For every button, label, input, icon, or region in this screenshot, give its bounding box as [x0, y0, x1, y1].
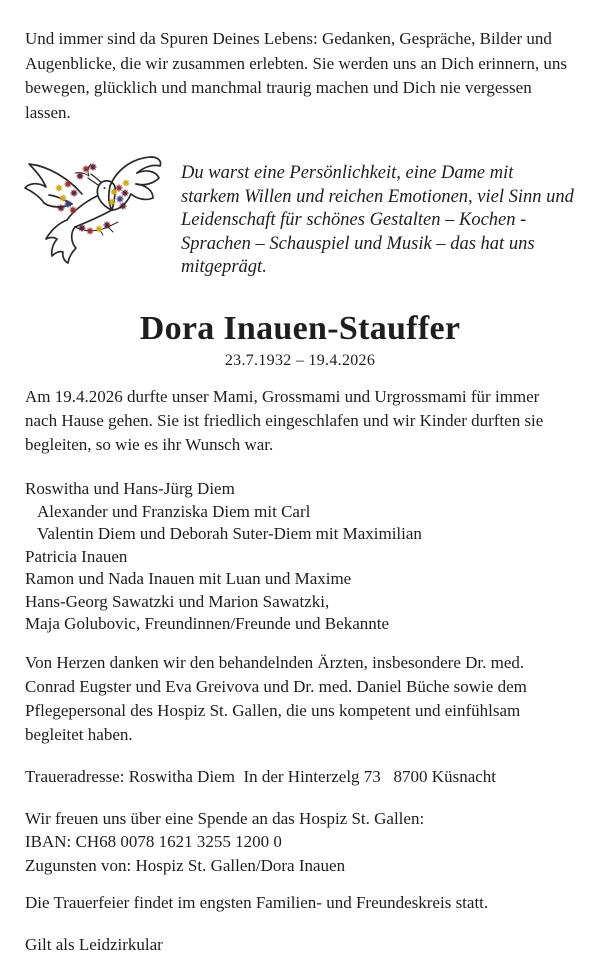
- family-member-line: Valentin Diem und Deborah Suter-Diem mit Maximilian: [37, 524, 422, 544]
- intro-paragraph: Und immer sind da Spuren Deines Lebens: Gedanken, Gespräche, Bilder und Augenblicke, die wir zusammen erlebten. Sie werden uns an Dich erinnern, uns bewegen, glücklich und manchmal traurig machen und Dich nie vergessen lassen.: [25, 29, 567, 122]
- donation-iban-line: IBAN: CH68 0078 1621 3255 1200 0: [25, 832, 282, 852]
- announcement-paragraph: Am 19.4.2026 durfte unser Mami, Grossmami und Urgrossmami für immer nach Hause gehen. Sie ist friedlich eingeschlafen und wir Kinder durften sie begleiten, so wie es ihr Wunsch war.: [25, 387, 544, 455]
- family-member-line: Alexander und Franziska Diem mit Carl: [37, 501, 311, 521]
- dove-flowers-icon: [25, 155, 167, 263]
- funeral-note-line: Die Trauerfeier findet im engsten Familien- und Freundeskreis statt.: [25, 893, 489, 913]
- mourning-address-line: Traueradresse: Roswitha Diem In der Hinterzelg 73 8700 Küsnacht: [25, 766, 497, 786]
- family-member-line: Ramon und Nada Inauen mit Luan und Maxime: [25, 569, 352, 589]
- donation-intro-line: Wir freuen uns über eine Spende an das Hospiz St. Gallen:: [25, 808, 425, 828]
- circular-note-line: Gilt als Leidzirkular: [25, 935, 163, 955]
- tribute-quote: Du warst eine Persönlichkeit, eine Dame mit starkem Willen und reichen Emotionen, viel Sinn und Leidenschaft für schönes Gestalten – Kochen - Sprachen – Schauspiel und Musik – das hat uns mitgeprägt.: [181, 163, 574, 277]
- family-member-line: Hans-Georg Sawatzki und Marion Sawatzki,: [25, 591, 330, 611]
- family-member-line: Patricia Inauen: [25, 546, 128, 566]
- donation-beneficiary-line: Zugunsten von: Hospiz St. Gallen/Dora Inauen: [25, 855, 346, 875]
- donation-block: [25, 807, 575, 878]
- family-list: [25, 478, 575, 636]
- thanks-paragraph: Von Herzen danken wir den behandelnden Ärzten, insbesondere Dr. med. Conrad Eugster und Eva Greivova und Dr. med. Daniel Büche sowie dem Pflegepersonal des Hospiz St. Gallen, die uns kompetent und einfühlsam begleitet haben.: [25, 652, 527, 744]
- deceased-name: Dora Inauen-Stauffer: [139, 310, 461, 347]
- family-member-line: Roswitha und Hans-Jürg Diem: [25, 479, 235, 499]
- dove-and-quote-row: [25, 155, 575, 277]
- life-dates: 23.7.1932 – 19.4.2026: [224, 352, 376, 370]
- family-member-line: Maja Golubovic, Freundinnen/Freunde und Bekannte: [25, 614, 390, 634]
